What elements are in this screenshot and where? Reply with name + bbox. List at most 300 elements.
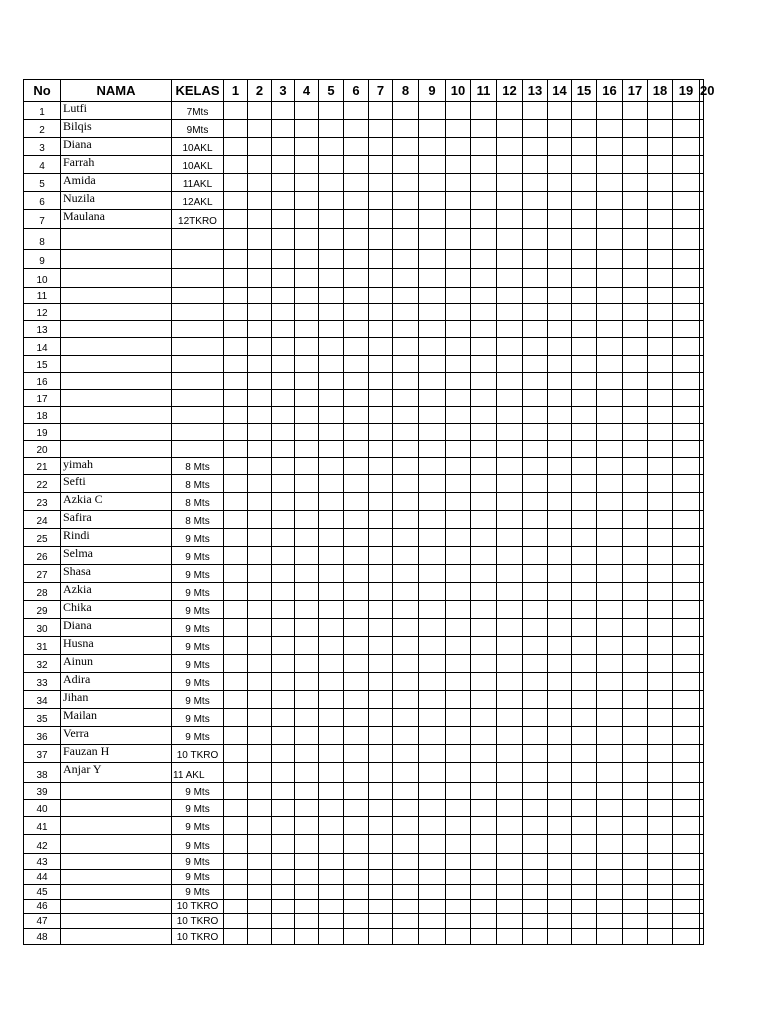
class-cell[interactable]: 8 Mts bbox=[172, 475, 224, 493]
attendance-cell-day-19[interactable] bbox=[673, 321, 700, 338]
attendance-cell-day-17[interactable] bbox=[623, 835, 648, 854]
attendance-cell-day-5[interactable] bbox=[319, 745, 344, 763]
attendance-cell-day-6[interactable] bbox=[344, 356, 369, 373]
attendance-cell-day-9[interactable] bbox=[419, 783, 446, 800]
attendance-cell-day-11[interactable] bbox=[471, 288, 497, 304]
attendance-cell-day-2[interactable] bbox=[248, 763, 272, 783]
attendance-cell-day-16[interactable] bbox=[597, 407, 623, 424]
attendance-cell-day-11[interactable] bbox=[471, 174, 497, 192]
attendance-cell-day-4[interactable] bbox=[295, 673, 319, 691]
attendance-cell-day-1[interactable] bbox=[224, 458, 248, 475]
attendance-cell-day-8[interactable] bbox=[393, 709, 419, 727]
attendance-cell-day-15[interactable] bbox=[572, 407, 597, 424]
attendance-cell-day-15[interactable] bbox=[572, 583, 597, 601]
row-number[interactable]: 31 bbox=[24, 637, 61, 655]
attendance-cell-day-6[interactable] bbox=[344, 138, 369, 156]
attendance-cell-day-3[interactable] bbox=[272, 601, 295, 619]
attendance-cell-day-18[interactable] bbox=[648, 269, 673, 288]
attendance-cell-day-1[interactable] bbox=[224, 424, 248, 441]
attendance-cell-day-1[interactable] bbox=[224, 493, 248, 511]
attendance-cell-day-11[interactable] bbox=[471, 691, 497, 709]
attendance-cell-day-14[interactable] bbox=[548, 102, 572, 120]
attendance-cell-day-11[interactable] bbox=[471, 709, 497, 727]
attendance-cell-day-15[interactable] bbox=[572, 529, 597, 547]
attendance-cell-day-20[interactable] bbox=[700, 817, 704, 835]
attendance-cell-day-8[interactable] bbox=[393, 192, 419, 210]
attendance-cell-day-19[interactable] bbox=[673, 727, 700, 745]
attendance-cell-day-20[interactable] bbox=[700, 102, 704, 120]
attendance-cell-day-6[interactable] bbox=[344, 900, 369, 914]
attendance-cell-day-8[interactable] bbox=[393, 390, 419, 407]
student-name-cell[interactable] bbox=[61, 304, 172, 321]
attendance-cell-day-13[interactable] bbox=[523, 929, 548, 945]
attendance-cell-day-11[interactable] bbox=[471, 304, 497, 321]
attendance-cell-day-14[interactable] bbox=[548, 373, 572, 390]
attendance-cell-day-10[interactable] bbox=[446, 565, 471, 583]
attendance-cell-day-2[interactable] bbox=[248, 441, 272, 458]
attendance-cell-day-11[interactable] bbox=[471, 673, 497, 691]
attendance-cell-day-3[interactable] bbox=[272, 390, 295, 407]
attendance-cell-day-2[interactable] bbox=[248, 691, 272, 709]
student-name-cell[interactable]: Adira bbox=[61, 673, 172, 691]
attendance-cell-day-12[interactable] bbox=[497, 475, 523, 493]
attendance-cell-day-16[interactable] bbox=[597, 835, 623, 854]
student-name-cell[interactable] bbox=[61, 441, 172, 458]
attendance-cell-day-15[interactable] bbox=[572, 900, 597, 914]
student-name-cell[interactable]: Azkia bbox=[61, 583, 172, 601]
attendance-cell-day-12[interactable] bbox=[497, 493, 523, 511]
attendance-cell-day-16[interactable] bbox=[597, 210, 623, 229]
class-cell[interactable]: 8 Mts bbox=[172, 511, 224, 529]
attendance-cell-day-12[interactable] bbox=[497, 745, 523, 763]
attendance-cell-day-20[interactable] bbox=[700, 727, 704, 745]
attendance-cell-day-19[interactable] bbox=[673, 229, 700, 250]
attendance-cell-day-20[interactable] bbox=[700, 673, 704, 691]
attendance-cell-day-18[interactable] bbox=[648, 565, 673, 583]
attendance-cell-day-19[interactable] bbox=[673, 407, 700, 424]
attendance-cell-day-11[interactable] bbox=[471, 745, 497, 763]
attendance-cell-day-8[interactable] bbox=[393, 655, 419, 673]
attendance-cell-day-13[interactable] bbox=[523, 424, 548, 441]
attendance-cell-day-12[interactable] bbox=[497, 192, 523, 210]
attendance-cell-day-8[interactable] bbox=[393, 763, 419, 783]
attendance-cell-day-7[interactable] bbox=[369, 458, 393, 475]
attendance-cell-day-1[interactable] bbox=[224, 900, 248, 914]
attendance-cell-day-15[interactable] bbox=[572, 870, 597, 885]
attendance-cell-day-20[interactable] bbox=[700, 156, 704, 174]
attendance-cell-day-5[interactable] bbox=[319, 565, 344, 583]
attendance-cell-day-1[interactable] bbox=[224, 783, 248, 800]
attendance-cell-day-15[interactable] bbox=[572, 138, 597, 156]
attendance-cell-day-9[interactable] bbox=[419, 727, 446, 745]
attendance-cell-day-1[interactable] bbox=[224, 655, 248, 673]
attendance-cell-day-15[interactable] bbox=[572, 338, 597, 356]
attendance-cell-day-19[interactable] bbox=[673, 583, 700, 601]
attendance-cell-day-8[interactable] bbox=[393, 475, 419, 493]
attendance-cell-day-2[interactable] bbox=[248, 637, 272, 655]
attendance-cell-day-20[interactable] bbox=[700, 637, 704, 655]
attendance-cell-day-10[interactable] bbox=[446, 156, 471, 174]
attendance-cell-day-20[interactable] bbox=[700, 529, 704, 547]
attendance-cell-day-11[interactable] bbox=[471, 138, 497, 156]
attendance-cell-day-8[interactable] bbox=[393, 565, 419, 583]
row-number[interactable]: 4 bbox=[24, 156, 61, 174]
attendance-cell-day-12[interactable] bbox=[497, 673, 523, 691]
attendance-cell-day-19[interactable] bbox=[673, 288, 700, 304]
attendance-cell-day-16[interactable] bbox=[597, 691, 623, 709]
attendance-cell-day-2[interactable] bbox=[248, 817, 272, 835]
attendance-cell-day-13[interactable] bbox=[523, 727, 548, 745]
attendance-cell-day-16[interactable] bbox=[597, 458, 623, 475]
student-name-cell[interactable]: Maulana bbox=[61, 210, 172, 229]
attendance-cell-day-14[interactable] bbox=[548, 304, 572, 321]
attendance-cell-day-20[interactable] bbox=[700, 835, 704, 854]
attendance-cell-day-17[interactable] bbox=[623, 458, 648, 475]
attendance-cell-day-5[interactable] bbox=[319, 870, 344, 885]
attendance-cell-day-13[interactable] bbox=[523, 288, 548, 304]
attendance-cell-day-4[interactable] bbox=[295, 529, 319, 547]
attendance-cell-day-20[interactable] bbox=[700, 914, 704, 929]
attendance-cell-day-5[interactable] bbox=[319, 854, 344, 870]
attendance-cell-day-16[interactable] bbox=[597, 655, 623, 673]
attendance-cell-day-14[interactable] bbox=[548, 817, 572, 835]
attendance-cell-day-16[interactable] bbox=[597, 547, 623, 565]
attendance-cell-day-19[interactable] bbox=[673, 885, 700, 900]
student-name-cell[interactable]: Diana bbox=[61, 138, 172, 156]
attendance-cell-day-2[interactable] bbox=[248, 800, 272, 817]
class-cell[interactable] bbox=[172, 321, 224, 338]
attendance-cell-day-11[interactable] bbox=[471, 250, 497, 269]
attendance-cell-day-17[interactable] bbox=[623, 929, 648, 945]
attendance-cell-day-19[interactable] bbox=[673, 601, 700, 619]
attendance-cell-day-10[interactable] bbox=[446, 338, 471, 356]
attendance-cell-day-5[interactable] bbox=[319, 475, 344, 493]
attendance-cell-day-18[interactable] bbox=[648, 885, 673, 900]
attendance-cell-day-6[interactable] bbox=[344, 174, 369, 192]
attendance-cell-day-1[interactable] bbox=[224, 250, 248, 269]
attendance-cell-day-14[interactable] bbox=[548, 407, 572, 424]
attendance-cell-day-2[interactable] bbox=[248, 174, 272, 192]
attendance-cell-day-13[interactable] bbox=[523, 102, 548, 120]
attendance-cell-day-7[interactable] bbox=[369, 637, 393, 655]
attendance-cell-day-5[interactable] bbox=[319, 929, 344, 945]
attendance-cell-day-18[interactable] bbox=[648, 407, 673, 424]
attendance-cell-day-8[interactable] bbox=[393, 250, 419, 269]
attendance-cell-day-18[interactable] bbox=[648, 619, 673, 637]
attendance-cell-day-3[interactable] bbox=[272, 210, 295, 229]
attendance-cell-day-9[interactable] bbox=[419, 885, 446, 900]
student-name-cell[interactable]: Azkia C bbox=[61, 493, 172, 511]
attendance-cell-day-9[interactable] bbox=[419, 745, 446, 763]
attendance-cell-day-2[interactable] bbox=[248, 783, 272, 800]
attendance-cell-day-20[interactable] bbox=[700, 900, 704, 914]
attendance-cell-day-4[interactable] bbox=[295, 269, 319, 288]
attendance-cell-day-10[interactable] bbox=[446, 817, 471, 835]
attendance-cell-day-18[interactable] bbox=[648, 441, 673, 458]
attendance-cell-day-16[interactable] bbox=[597, 390, 623, 407]
attendance-cell-day-5[interactable] bbox=[319, 583, 344, 601]
attendance-cell-day-13[interactable] bbox=[523, 210, 548, 229]
attendance-cell-day-16[interactable] bbox=[597, 900, 623, 914]
attendance-cell-day-14[interactable] bbox=[548, 120, 572, 138]
attendance-cell-day-12[interactable] bbox=[497, 138, 523, 156]
class-cell[interactable] bbox=[172, 338, 224, 356]
attendance-cell-day-15[interactable] bbox=[572, 156, 597, 174]
attendance-cell-day-2[interactable] bbox=[248, 547, 272, 565]
attendance-cell-day-1[interactable] bbox=[224, 637, 248, 655]
attendance-cell-day-8[interactable] bbox=[393, 800, 419, 817]
attendance-cell-day-14[interactable] bbox=[548, 565, 572, 583]
attendance-cell-day-16[interactable] bbox=[597, 120, 623, 138]
attendance-cell-day-7[interactable] bbox=[369, 424, 393, 441]
attendance-cell-day-12[interactable] bbox=[497, 174, 523, 192]
attendance-cell-day-9[interactable] bbox=[419, 763, 446, 783]
attendance-cell-day-1[interactable] bbox=[224, 210, 248, 229]
attendance-cell-day-11[interactable] bbox=[471, 493, 497, 511]
attendance-cell-day-10[interactable] bbox=[446, 691, 471, 709]
attendance-cell-day-11[interactable] bbox=[471, 102, 497, 120]
attendance-cell-day-3[interactable] bbox=[272, 338, 295, 356]
class-cell[interactable] bbox=[172, 304, 224, 321]
attendance-cell-day-10[interactable] bbox=[446, 373, 471, 390]
attendance-cell-day-19[interactable] bbox=[673, 192, 700, 210]
row-number[interactable]: 6 bbox=[24, 192, 61, 210]
attendance-cell-day-10[interactable] bbox=[446, 673, 471, 691]
attendance-cell-day-10[interactable] bbox=[446, 885, 471, 900]
attendance-cell-day-14[interactable] bbox=[548, 338, 572, 356]
attendance-cell-day-14[interactable] bbox=[548, 885, 572, 900]
attendance-cell-day-17[interactable] bbox=[623, 854, 648, 870]
attendance-cell-day-7[interactable] bbox=[369, 783, 393, 800]
attendance-cell-day-19[interactable] bbox=[673, 529, 700, 547]
attendance-cell-day-9[interactable] bbox=[419, 210, 446, 229]
attendance-cell-day-12[interactable] bbox=[497, 373, 523, 390]
attendance-cell-day-5[interactable] bbox=[319, 250, 344, 269]
attendance-cell-day-20[interactable] bbox=[700, 511, 704, 529]
attendance-cell-day-17[interactable] bbox=[623, 727, 648, 745]
attendance-cell-day-1[interactable] bbox=[224, 407, 248, 424]
row-number[interactable]: 27 bbox=[24, 565, 61, 583]
attendance-cell-day-4[interactable] bbox=[295, 619, 319, 637]
attendance-cell-day-7[interactable] bbox=[369, 441, 393, 458]
row-number[interactable]: 23 bbox=[24, 493, 61, 511]
attendance-cell-day-9[interactable] bbox=[419, 288, 446, 304]
attendance-cell-day-18[interactable] bbox=[648, 835, 673, 854]
attendance-cell-day-7[interactable] bbox=[369, 304, 393, 321]
row-number[interactable]: 20 bbox=[24, 441, 61, 458]
attendance-cell-day-6[interactable] bbox=[344, 338, 369, 356]
attendance-cell-day-12[interactable] bbox=[497, 356, 523, 373]
attendance-cell-day-3[interactable] bbox=[272, 800, 295, 817]
attendance-cell-day-14[interactable] bbox=[548, 637, 572, 655]
attendance-cell-day-2[interactable] bbox=[248, 210, 272, 229]
attendance-cell-day-19[interactable] bbox=[673, 458, 700, 475]
attendance-cell-day-1[interactable] bbox=[224, 619, 248, 637]
attendance-cell-day-18[interactable] bbox=[648, 390, 673, 407]
row-number[interactable]: 26 bbox=[24, 547, 61, 565]
attendance-cell-day-11[interactable] bbox=[471, 424, 497, 441]
attendance-cell-day-13[interactable] bbox=[523, 709, 548, 727]
attendance-cell-day-5[interactable] bbox=[319, 709, 344, 727]
student-name-cell[interactable] bbox=[61, 390, 172, 407]
attendance-cell-day-11[interactable] bbox=[471, 885, 497, 900]
attendance-cell-day-14[interactable] bbox=[548, 229, 572, 250]
attendance-cell-day-14[interactable] bbox=[548, 835, 572, 854]
student-name-cell[interactable] bbox=[61, 885, 172, 900]
attendance-cell-day-3[interactable] bbox=[272, 727, 295, 745]
attendance-cell-day-13[interactable] bbox=[523, 120, 548, 138]
attendance-cell-day-17[interactable] bbox=[623, 914, 648, 929]
attendance-cell-day-18[interactable] bbox=[648, 373, 673, 390]
row-number[interactable]: 18 bbox=[24, 407, 61, 424]
attendance-cell-day-19[interactable] bbox=[673, 835, 700, 854]
attendance-cell-day-2[interactable] bbox=[248, 424, 272, 441]
attendance-cell-day-14[interactable] bbox=[548, 424, 572, 441]
attendance-cell-day-11[interactable] bbox=[471, 229, 497, 250]
row-number[interactable]: 10 bbox=[24, 269, 61, 288]
attendance-cell-day-2[interactable] bbox=[248, 900, 272, 914]
attendance-cell-day-9[interactable] bbox=[419, 870, 446, 885]
attendance-cell-day-19[interactable] bbox=[673, 691, 700, 709]
attendance-cell-day-4[interactable] bbox=[295, 800, 319, 817]
attendance-cell-day-4[interactable] bbox=[295, 583, 319, 601]
attendance-cell-day-6[interactable] bbox=[344, 288, 369, 304]
student-name-cell[interactable] bbox=[61, 229, 172, 250]
attendance-cell-day-19[interactable] bbox=[673, 304, 700, 321]
attendance-cell-day-9[interactable] bbox=[419, 373, 446, 390]
attendance-cell-day-4[interactable] bbox=[295, 288, 319, 304]
attendance-cell-day-2[interactable] bbox=[248, 356, 272, 373]
student-name-cell[interactable]: Mailan bbox=[61, 709, 172, 727]
attendance-cell-day-6[interactable] bbox=[344, 691, 369, 709]
attendance-cell-day-16[interactable] bbox=[597, 673, 623, 691]
row-number[interactable]: 30 bbox=[24, 619, 61, 637]
attendance-cell-day-18[interactable] bbox=[648, 583, 673, 601]
row-number[interactable]: 3 bbox=[24, 138, 61, 156]
row-number[interactable]: 33 bbox=[24, 673, 61, 691]
attendance-cell-day-6[interactable] bbox=[344, 763, 369, 783]
attendance-cell-day-6[interactable] bbox=[344, 800, 369, 817]
attendance-cell-day-6[interactable] bbox=[344, 817, 369, 835]
row-number[interactable]: 29 bbox=[24, 601, 61, 619]
attendance-cell-day-19[interactable] bbox=[673, 565, 700, 583]
attendance-cell-day-13[interactable] bbox=[523, 321, 548, 338]
attendance-cell-day-2[interactable] bbox=[248, 321, 272, 338]
attendance-cell-day-18[interactable] bbox=[648, 601, 673, 619]
attendance-cell-day-7[interactable] bbox=[369, 529, 393, 547]
attendance-cell-day-4[interactable] bbox=[295, 900, 319, 914]
attendance-cell-day-1[interactable] bbox=[224, 511, 248, 529]
attendance-cell-day-8[interactable] bbox=[393, 304, 419, 321]
attendance-cell-day-4[interactable] bbox=[295, 390, 319, 407]
attendance-cell-day-13[interactable] bbox=[523, 390, 548, 407]
attendance-cell-day-17[interactable] bbox=[623, 619, 648, 637]
attendance-cell-day-13[interactable] bbox=[523, 691, 548, 709]
attendance-cell-day-17[interactable] bbox=[623, 691, 648, 709]
attendance-cell-day-10[interactable] bbox=[446, 138, 471, 156]
attendance-cell-day-5[interactable] bbox=[319, 673, 344, 691]
attendance-cell-day-17[interactable] bbox=[623, 373, 648, 390]
attendance-cell-day-11[interactable] bbox=[471, 800, 497, 817]
attendance-cell-day-12[interactable] bbox=[497, 424, 523, 441]
student-name-cell[interactable]: Anjar Y bbox=[61, 763, 172, 783]
attendance-cell-day-16[interactable] bbox=[597, 637, 623, 655]
attendance-cell-day-13[interactable] bbox=[523, 156, 548, 174]
attendance-cell-day-9[interactable] bbox=[419, 691, 446, 709]
attendance-cell-day-4[interactable] bbox=[295, 458, 319, 475]
attendance-cell-day-4[interactable] bbox=[295, 493, 319, 511]
attendance-cell-day-14[interactable] bbox=[548, 529, 572, 547]
attendance-cell-day-16[interactable] bbox=[597, 745, 623, 763]
attendance-cell-day-4[interactable] bbox=[295, 321, 319, 338]
attendance-cell-day-5[interactable] bbox=[319, 210, 344, 229]
class-cell[interactable] bbox=[172, 390, 224, 407]
attendance-cell-day-9[interactable] bbox=[419, 250, 446, 269]
attendance-cell-day-2[interactable] bbox=[248, 304, 272, 321]
attendance-cell-day-6[interactable] bbox=[344, 229, 369, 250]
attendance-cell-day-5[interactable] bbox=[319, 269, 344, 288]
attendance-cell-day-5[interactable] bbox=[319, 373, 344, 390]
attendance-cell-day-19[interactable] bbox=[673, 424, 700, 441]
row-number[interactable]: 12 bbox=[24, 304, 61, 321]
attendance-cell-day-15[interactable] bbox=[572, 120, 597, 138]
attendance-cell-day-7[interactable] bbox=[369, 356, 393, 373]
attendance-cell-day-10[interactable] bbox=[446, 250, 471, 269]
attendance-cell-day-13[interactable] bbox=[523, 304, 548, 321]
row-number[interactable]: 13 bbox=[24, 321, 61, 338]
attendance-cell-day-18[interactable] bbox=[648, 547, 673, 565]
attendance-cell-day-4[interactable] bbox=[295, 637, 319, 655]
attendance-cell-day-14[interactable] bbox=[548, 475, 572, 493]
class-cell[interactable]: 9 Mts bbox=[172, 529, 224, 547]
attendance-cell-day-9[interactable] bbox=[419, 565, 446, 583]
attendance-cell-day-7[interactable] bbox=[369, 854, 393, 870]
attendance-cell-day-7[interactable] bbox=[369, 835, 393, 854]
attendance-cell-day-17[interactable] bbox=[623, 424, 648, 441]
attendance-cell-day-16[interactable] bbox=[597, 192, 623, 210]
attendance-cell-day-13[interactable] bbox=[523, 854, 548, 870]
row-number[interactable]: 21 bbox=[24, 458, 61, 475]
attendance-cell-day-17[interactable] bbox=[623, 321, 648, 338]
attendance-cell-day-8[interactable] bbox=[393, 321, 419, 338]
attendance-cell-day-12[interactable] bbox=[497, 547, 523, 565]
attendance-cell-day-17[interactable] bbox=[623, 583, 648, 601]
attendance-cell-day-17[interactable] bbox=[623, 565, 648, 583]
attendance-cell-day-1[interactable] bbox=[224, 156, 248, 174]
attendance-cell-day-19[interactable] bbox=[673, 637, 700, 655]
attendance-cell-day-2[interactable] bbox=[248, 511, 272, 529]
attendance-cell-day-14[interactable] bbox=[548, 619, 572, 637]
attendance-cell-day-18[interactable] bbox=[648, 102, 673, 120]
attendance-cell-day-10[interactable] bbox=[446, 102, 471, 120]
attendance-cell-day-18[interactable] bbox=[648, 229, 673, 250]
attendance-cell-day-13[interactable] bbox=[523, 914, 548, 929]
attendance-cell-day-8[interactable] bbox=[393, 174, 419, 192]
attendance-cell-day-13[interactable] bbox=[523, 229, 548, 250]
attendance-cell-day-10[interactable] bbox=[446, 288, 471, 304]
attendance-cell-day-17[interactable] bbox=[623, 288, 648, 304]
attendance-cell-day-7[interactable] bbox=[369, 655, 393, 673]
row-number[interactable]: 35 bbox=[24, 709, 61, 727]
attendance-cell-day-4[interactable] bbox=[295, 304, 319, 321]
attendance-cell-day-9[interactable] bbox=[419, 441, 446, 458]
attendance-cell-day-19[interactable] bbox=[673, 870, 700, 885]
student-name-cell[interactable]: Verra bbox=[61, 727, 172, 745]
student-name-cell[interactable] bbox=[61, 870, 172, 885]
row-number[interactable]: 48 bbox=[24, 929, 61, 945]
attendance-cell-day-12[interactable] bbox=[497, 441, 523, 458]
class-cell[interactable] bbox=[172, 373, 224, 390]
